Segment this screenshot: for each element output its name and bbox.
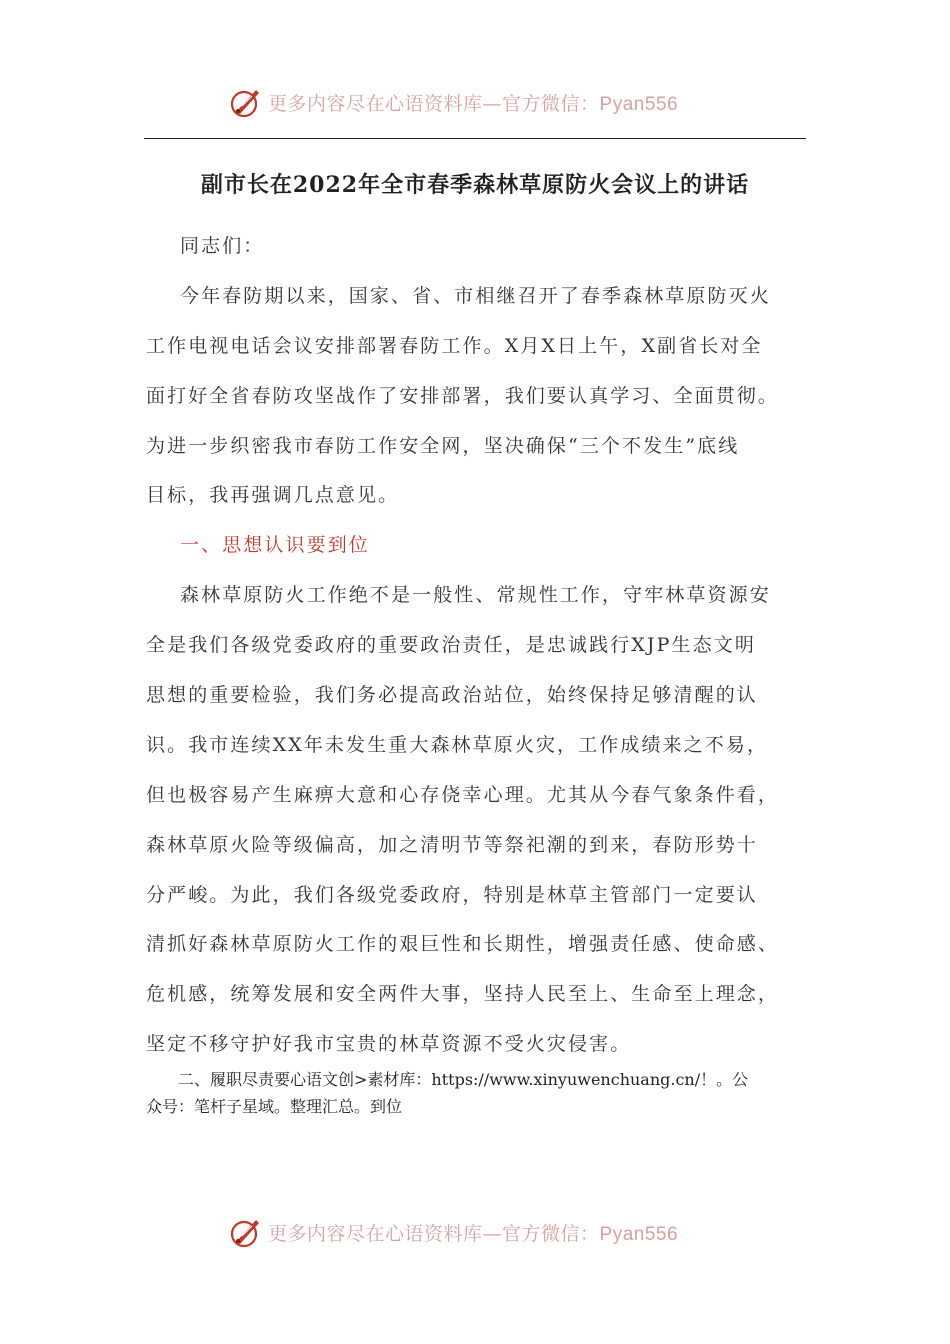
paragraph-line: 思想的重要检验，我们务必提高政治站位，始终保持足够清醒的认 xyxy=(146,684,758,707)
paragraph-line: 面打好全省春防攻坚战作了安排部署，我们要认真学习、全面贯彻。 xyxy=(146,384,780,407)
watermark-text: 更多内容尽在心语资料库—官方微信：Pyan556 xyxy=(268,92,679,115)
paragraph-line: 森林草原防火工作绝不是一般性、常规性工作，守牢林草资源安 xyxy=(180,584,771,607)
salutation: 同志们： xyxy=(180,235,265,257)
section-heading: 一、思想认识要到位 xyxy=(180,534,370,557)
paragraph-line: 识。我市连续XX年未发生重大森林草原火灾，工作成绩来之不易， xyxy=(146,733,769,756)
document-title: 副市长在2022年全市春季森林草原防火会议上的讲话 xyxy=(200,172,750,198)
quill-pen-logo-icon xyxy=(228,84,264,120)
paragraph-line: 全是我们各级党委政府的重要政治责任，是忠诚践行XJP生态文明 xyxy=(146,634,756,657)
paragraph-line: 但也极容易产生麻痹大意和心存侥幸心理。尤其从今春气象条件看， xyxy=(146,783,780,806)
source-note-line: 二、履职尽责要心语文创>素材库：https://www.xinyuwenchuang.cn/！。公 xyxy=(178,1070,749,1089)
paragraph-line: 森林草原火险等级偏高，加之清明节等祭祀潮的到来，春防形势十 xyxy=(146,833,758,856)
paragraph-line: 目标，我再强调几点意见。 xyxy=(146,484,400,507)
paragraph-line: 为进一步织密我市春防工作安全网，坚决确保“三个不发生”底线 xyxy=(146,434,740,457)
watermark-banner-bottom xyxy=(0,1212,950,1252)
document-body xyxy=(146,222,816,1070)
wechat-id: Pyan556 xyxy=(599,1223,679,1245)
wechat-id: Pyan556 xyxy=(599,93,679,115)
paragraph-line: 分严峻。为此，我们各级党委政府，特别是林草主管部门一定要认 xyxy=(146,883,758,906)
source-note-line: 众号：笔杆子星域。整理汇总。到位 xyxy=(146,1097,403,1116)
paragraph-line: 危机感，统筹发展和安全两件大事，坚持人民至上、生命至上理念， xyxy=(146,983,780,1006)
watermark-text: 更多内容尽在心语资料库—官方微信：Pyan556 xyxy=(268,1222,679,1245)
paragraph-line: 工作电视电话会议安排部署春防工作。X月X日上午，X副省长对全 xyxy=(146,334,763,357)
paragraph-line: 今年春防期以来，国家、省、市相继召开了春季森林草原防灭火 xyxy=(180,284,771,307)
quill-pen-logo-icon xyxy=(228,1214,264,1250)
header-divider xyxy=(144,138,806,139)
watermark-banner-top xyxy=(0,82,950,122)
paragraph-line: 坚定不移守护好我市宝贵的林草资源不受火灾侵害。 xyxy=(146,1033,632,1056)
source-note xyxy=(146,1066,816,1120)
paragraph-line: 清抓好森林草原防火工作的艰巨性和长期性，增强责任感、使命感、 xyxy=(146,933,780,956)
